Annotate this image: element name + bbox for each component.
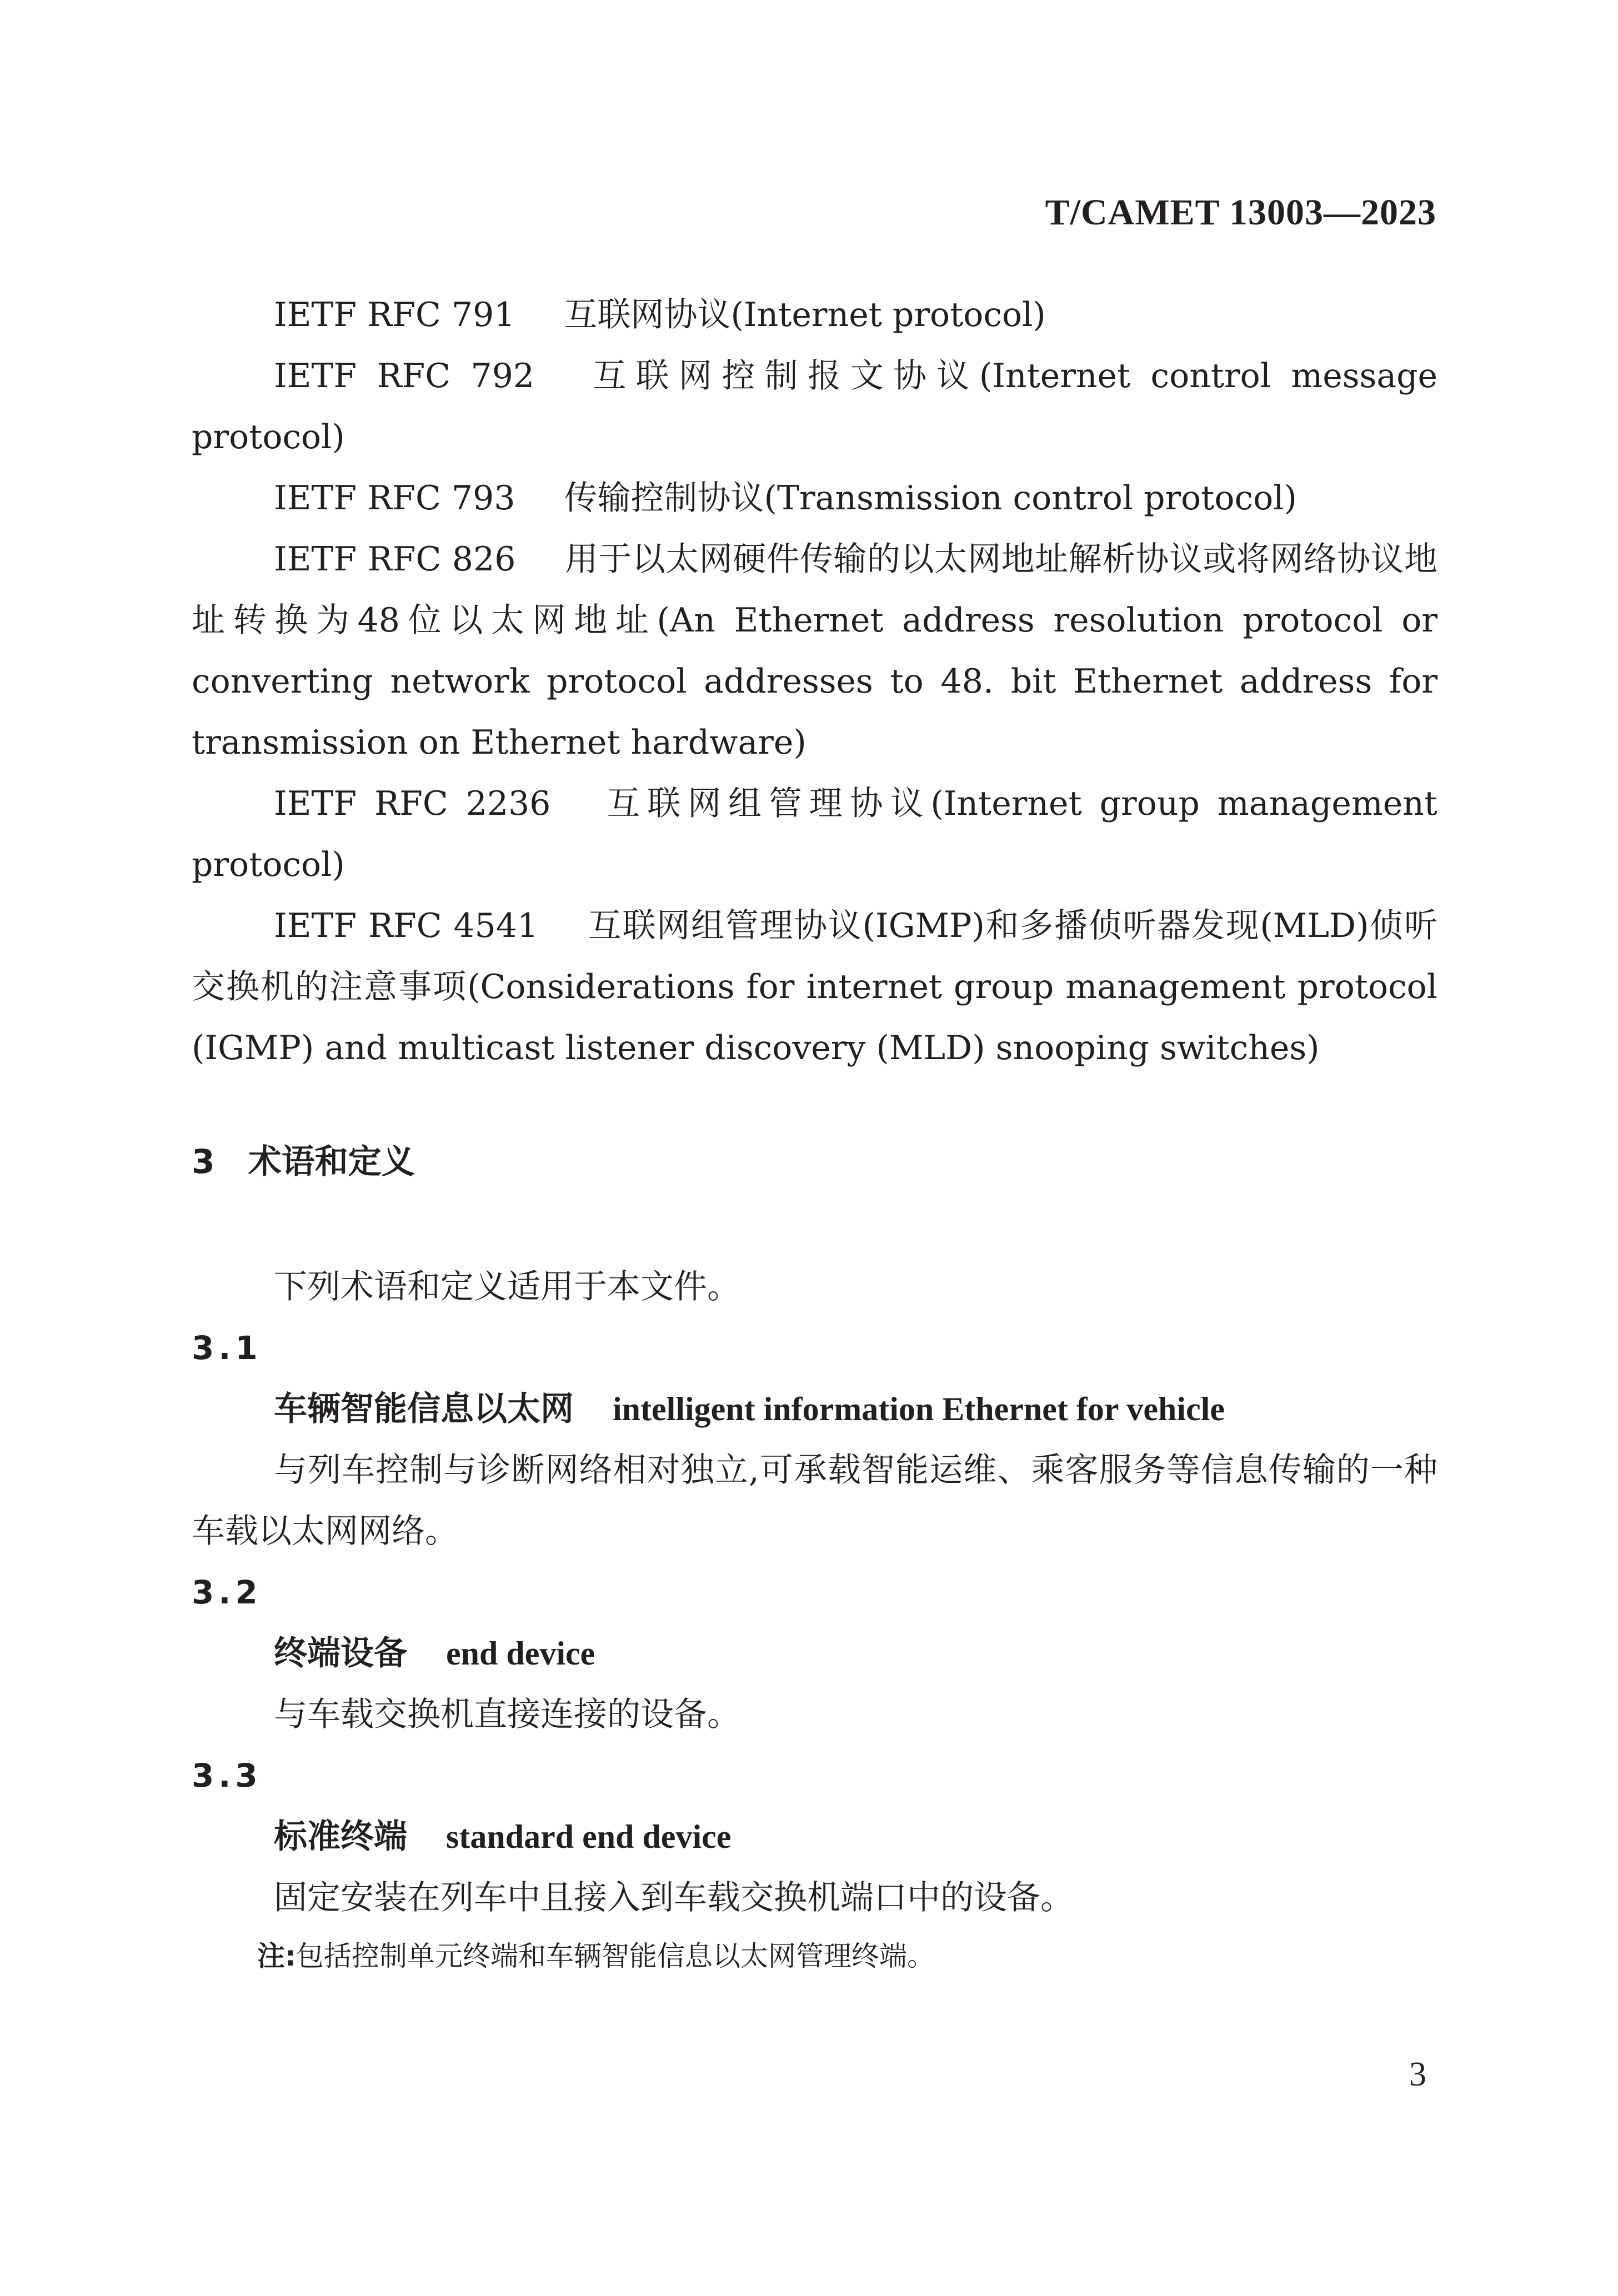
term-english: end device xyxy=(446,1635,595,1672)
term-chinese: 车辆智能信息以太网 xyxy=(274,1390,574,1428)
reference-entry xyxy=(192,468,1437,529)
reference-code: IETF RFC 826 xyxy=(274,540,516,579)
term-heading xyxy=(192,1623,1437,1684)
reference-title: 互联网组管理协议(IGMP)和多播侦听器发现(MLD)侦听交换机的注意事项(Considerations for internet group management protocol (IGMP) and multicast listener discovery (MLD) snooping switches) xyxy=(192,906,1437,1067)
term-heading xyxy=(192,1378,1437,1440)
term-definition: 固定安装在列车中且接入到车载交换机端口中的设备。 xyxy=(274,1878,1074,1917)
term-note xyxy=(192,1928,1437,1984)
reference-title: 互联网控制报文协议(Internet control message protocol) xyxy=(192,357,1438,457)
term-number: 3.3 xyxy=(192,1757,262,1794)
term-number: 3.1 xyxy=(192,1329,262,1367)
term-chinese: 标准终端 xyxy=(274,1817,407,1856)
reference-entry xyxy=(192,529,1437,773)
section-title: 术语和定义 xyxy=(248,1142,415,1181)
term-english: intelligent information Ethernet for vehicle xyxy=(613,1391,1225,1427)
term-chinese: 终端设备 xyxy=(274,1634,407,1673)
section-intro: 下列术语和定义适用于本文件。 xyxy=(274,1267,740,1306)
reference-title: 互联网协议(Internet protocol) xyxy=(564,295,1046,334)
term-number: 3.2 xyxy=(192,1573,262,1611)
term-english: standard end device xyxy=(446,1818,732,1855)
reference-code: IETF RFC 793 xyxy=(274,479,515,518)
note-text: 包括控制单元终端和车辆智能信息以太网管理终端。 xyxy=(296,1940,935,1972)
reference-entry xyxy=(192,284,1437,345)
reference-entry xyxy=(192,345,1437,468)
term-heading xyxy=(192,1806,1437,1867)
reference-title: 传输控制协议(Transmission control protocol) xyxy=(564,479,1297,518)
reference-title: 用于以太网硬件传输的以太网地址解析协议或将网络协议地址转换为48位以太网地址(An Ethernet address resolution protocol or converting network protocol addresses to 48. bit Ethernet address for transmission on Ethernet hardware) xyxy=(192,540,1437,762)
section-heading xyxy=(192,1131,1437,1192)
reference-code: IETF RFC 2236 xyxy=(274,784,551,823)
term-definition: 与车载交换机直接连接的设备。 xyxy=(274,1695,740,1734)
note-label: 注: xyxy=(257,1940,296,1972)
reference-entry xyxy=(192,895,1437,1079)
reference-title: 互联网组管理协议(Internet group management protocol) xyxy=(192,784,1437,884)
term-definition: 与列车控制与诊断网络相对独立,可承载智能运维、乘客服务等信息传输的一种车载以太网网络。 xyxy=(192,1451,1437,1551)
page-content xyxy=(192,284,1437,1984)
reference-code: IETF RFC 4541 xyxy=(274,906,539,945)
section-number: 3 xyxy=(192,1142,215,1181)
page-number: 3 xyxy=(1409,2056,1426,2093)
reference-entry xyxy=(192,773,1437,895)
document-id-header: T/CAMET 13003—2023 xyxy=(1045,192,1436,233)
reference-code: IETF RFC 792 xyxy=(274,357,535,395)
reference-code: IETF RFC 791 xyxy=(274,295,515,334)
